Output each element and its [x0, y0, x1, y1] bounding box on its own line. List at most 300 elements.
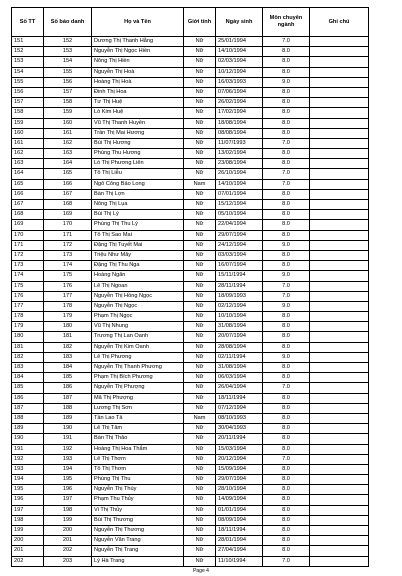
row-major-grade: 8.0 — [263, 413, 310, 423]
row-date-of-birth: 24/12/1994 — [216, 240, 263, 250]
row-gender: Nữ — [184, 261, 216, 271]
row-exam-number: 171 — [44, 230, 92, 240]
row-gender: Nữ — [184, 77, 216, 87]
table-row — [12, 464, 369, 474]
row-gender: Nữ — [184, 220, 216, 230]
row-stt: 154 — [12, 67, 44, 77]
row-stt: 179 — [12, 322, 44, 332]
row-note — [310, 200, 369, 210]
row-major-grade: 8.0 — [263, 485, 310, 495]
row-stt: 178 — [12, 312, 44, 322]
table-row — [12, 403, 369, 413]
row-full-name: Hoàng Ngân — [92, 271, 184, 281]
row-major-grade: 7.0 — [263, 37, 310, 47]
row-note — [310, 515, 369, 525]
row-full-name: Bàn Thị Thảo — [92, 434, 184, 444]
table-row — [12, 322, 369, 332]
row-full-name: Nguyễn Thị Hồng Ngọc — [92, 291, 184, 301]
row-full-name: Bùi Thị Lý — [92, 210, 184, 220]
table-row — [12, 536, 369, 546]
row-stt: 187 — [12, 403, 44, 413]
row-date-of-birth: 28/08/1994 — [216, 342, 263, 352]
row-stt: 191 — [12, 444, 44, 454]
table-row — [12, 250, 369, 260]
row-full-name: Trương Thị Lan Oanh — [92, 332, 184, 342]
table-row — [12, 291, 369, 301]
row-date-of-birth: 20/07/1994 — [216, 332, 263, 342]
row-note — [310, 556, 369, 566]
row-full-name: Lương Thị Sơn — [92, 403, 184, 413]
table-row — [12, 444, 369, 454]
row-exam-number: 192 — [44, 444, 92, 454]
row-gender: Nữ — [184, 271, 216, 281]
row-gender: Nam — [184, 179, 216, 189]
header-gender: Giới tính — [184, 8, 216, 37]
row-date-of-birth: 02/12/1994 — [216, 301, 263, 311]
row-note — [310, 169, 369, 179]
row-gender: Nữ — [184, 505, 216, 515]
row-gender: Nữ — [184, 169, 216, 179]
row-major-grade: 8.0 — [263, 332, 310, 342]
row-stt: 164 — [12, 169, 44, 179]
row-date-of-birth: 26/04/1994 — [216, 383, 263, 393]
row-exam-number: 167 — [44, 189, 92, 199]
row-gender: Nữ — [184, 128, 216, 138]
row-exam-number: 153 — [44, 47, 92, 57]
row-date-of-birth: 13/02/1994 — [216, 149, 263, 159]
row-gender: Nữ — [184, 57, 216, 67]
row-date-of-birth: 17/02/1994 — [216, 108, 263, 118]
table-row — [12, 98, 369, 108]
row-date-of-birth: 29/07/1994 — [216, 475, 263, 485]
row-full-name: Lê Thị Tâm — [92, 424, 184, 434]
row-gender: Nữ — [184, 464, 216, 474]
row-note — [310, 536, 369, 546]
row-full-name: Bàn Thị Lợn — [92, 189, 184, 199]
row-exam-number: 173 — [44, 250, 92, 260]
row-stt: 189 — [12, 424, 44, 434]
table-row — [12, 138, 369, 148]
row-major-grade: 8.0 — [263, 108, 310, 118]
row-major-grade: 9.0 — [263, 352, 310, 362]
row-major-grade: 8.0 — [263, 393, 310, 403]
row-gender: Nữ — [184, 250, 216, 260]
row-note — [310, 240, 369, 250]
row-gender: Nữ — [184, 495, 216, 505]
row-note — [310, 413, 369, 423]
table-row — [12, 149, 369, 159]
row-exam-number: 156 — [44, 77, 92, 87]
row-date-of-birth: 15/11/1994 — [216, 271, 263, 281]
header-note: Ghi chú — [310, 8, 369, 37]
row-major-grade: 8.0 — [263, 149, 310, 159]
row-major-grade: 9.0 — [263, 77, 310, 87]
row-stt: 172 — [12, 250, 44, 260]
row-major-grade: 7.0 — [263, 383, 310, 393]
table-row — [12, 200, 369, 210]
row-gender: Nữ — [184, 352, 216, 362]
table-row — [12, 189, 369, 199]
row-note — [310, 322, 369, 332]
row-note — [310, 454, 369, 464]
row-gender: Nữ — [184, 281, 216, 291]
row-date-of-birth: 16/03/1993 — [216, 77, 263, 87]
row-note — [310, 47, 369, 57]
row-full-name: Hoàng Thị Hoa Thắm — [92, 444, 184, 454]
row-date-of-birth: 29/07/1994 — [216, 230, 263, 240]
row-full-name: Mã Thị Phượng — [92, 393, 184, 403]
page-number: Page 4 — [193, 568, 209, 574]
row-major-grade: 8.0 — [263, 200, 310, 210]
row-stt: 192 — [12, 454, 44, 464]
row-exam-number: 161 — [44, 128, 92, 138]
table-row — [12, 363, 369, 373]
row-gender: Nữ — [184, 87, 216, 97]
row-note — [310, 291, 369, 301]
row-note — [310, 128, 369, 138]
row-major-grade: 7.0 — [263, 169, 310, 179]
row-full-name: Phạm Thị Ngọc — [92, 312, 184, 322]
table-row — [12, 515, 369, 525]
row-full-name: Lê Thị Phương — [92, 352, 184, 362]
table-row — [12, 454, 369, 464]
row-note — [310, 424, 369, 434]
row-full-name: Dương Thị Thanh Hằng — [92, 37, 184, 47]
row-note — [310, 118, 369, 128]
row-exam-number: 202 — [44, 546, 92, 556]
row-stt: 183 — [12, 363, 44, 373]
row-date-of-birth: 15/12/1994 — [216, 200, 263, 210]
row-stt: 184 — [12, 373, 44, 383]
row-full-name: Nguyễn Thị Ngọc — [92, 301, 184, 311]
row-exam-number: 169 — [44, 210, 92, 220]
row-stt: 197 — [12, 505, 44, 515]
row-gender: Nữ — [184, 189, 216, 199]
table-row — [12, 393, 369, 403]
row-gender: Nữ — [184, 37, 216, 47]
row-exam-number: 154 — [44, 57, 92, 67]
table-row — [12, 424, 369, 434]
row-full-name: Phạm Thị Bích Phương — [92, 373, 184, 383]
row-major-grade: 8.0 — [263, 67, 310, 77]
row-date-of-birth: 11/10/1994 — [216, 556, 263, 566]
row-note — [310, 210, 369, 220]
row-date-of-birth: 31/08/1994 — [216, 363, 263, 373]
row-major-grade: 7.0 — [263, 454, 310, 464]
row-gender: Nữ — [184, 556, 216, 566]
row-note — [310, 352, 369, 362]
row-note — [310, 250, 369, 260]
row-stt: 181 — [12, 342, 44, 352]
table-row — [12, 526, 369, 536]
row-date-of-birth: 20/11/1994 — [216, 434, 263, 444]
row-major-grade: 8.0 — [263, 515, 310, 525]
row-stt: 156 — [12, 87, 44, 97]
row-exam-number: 191 — [44, 434, 92, 444]
row-stt: 160 — [12, 128, 44, 138]
row-exam-number: 198 — [44, 505, 92, 515]
row-date-of-birth: 28/01/1994 — [216, 536, 263, 546]
row-major-grade: 8.0 — [263, 118, 310, 128]
row-note — [310, 383, 369, 393]
row-major-grade: 7.0 — [263, 556, 310, 566]
row-note — [310, 220, 369, 230]
row-exam-number: 184 — [44, 363, 92, 373]
row-date-of-birth: 07/01/1994 — [216, 189, 263, 199]
row-date-of-birth: 11/07/1993 — [216, 138, 263, 148]
table-row — [12, 159, 369, 169]
row-major-grade: 8.0 — [263, 536, 310, 546]
table-row — [12, 301, 369, 311]
row-exam-number: 177 — [44, 291, 92, 301]
row-major-grade: 8.0 — [263, 495, 310, 505]
table-row — [12, 240, 369, 250]
row-stt: 198 — [12, 515, 44, 525]
row-full-name: Nguyễn Thị Ngọc Hiền — [92, 47, 184, 57]
row-full-name: Nguyễn Thị Trang — [92, 546, 184, 556]
table-row — [12, 57, 369, 67]
table-row — [12, 485, 369, 495]
table-row — [12, 210, 369, 220]
row-gender: Nữ — [184, 383, 216, 393]
row-full-name: Hoàng Thị Hoà — [92, 77, 184, 87]
row-full-name: Phùng Thu Hương — [92, 149, 184, 159]
row-gender: Nữ — [184, 301, 216, 311]
row-major-grade: 8.0 — [263, 546, 310, 556]
row-note — [310, 261, 369, 271]
row-stt: 185 — [12, 383, 44, 393]
row-stt: 177 — [12, 301, 44, 311]
row-date-of-birth: 28/10/1994 — [216, 485, 263, 495]
row-gender: Nữ — [184, 475, 216, 485]
row-date-of-birth: 25/01/1994 — [216, 37, 263, 47]
table-row — [12, 505, 369, 515]
row-exam-number: 166 — [44, 179, 92, 189]
row-full-name: Lò Kim Huệ — [92, 108, 184, 118]
row-note — [310, 312, 369, 322]
table-row — [12, 413, 369, 423]
row-date-of-birth: 10/12/1994 — [216, 67, 263, 77]
row-note — [310, 189, 369, 199]
row-note — [310, 342, 369, 352]
row-major-grade: 8.0 — [263, 342, 310, 352]
table-row — [12, 475, 369, 485]
row-gender: Nữ — [184, 200, 216, 210]
row-gender: Nữ — [184, 393, 216, 403]
row-gender: Nữ — [184, 138, 216, 148]
row-major-grade: 8.0 — [263, 57, 310, 67]
row-exam-number: 190 — [44, 424, 92, 434]
row-note — [310, 505, 369, 515]
row-date-of-birth: 27/04/1994 — [216, 546, 263, 556]
row-stt: 165 — [12, 179, 44, 189]
row-full-name: Nguyễn Thị Hoà — [92, 67, 184, 77]
row-major-grade: 8.0 — [263, 261, 310, 271]
row-stt: 176 — [12, 291, 44, 301]
row-major-grade: 8.0 — [263, 403, 310, 413]
row-gender: Nữ — [184, 240, 216, 250]
row-date-of-birth: 16/07/1994 — [216, 261, 263, 271]
row-stt: 152 — [12, 47, 44, 57]
row-note — [310, 373, 369, 383]
row-gender: Nữ — [184, 434, 216, 444]
row-stt: 171 — [12, 240, 44, 250]
row-full-name: Tư Thị Huệ — [92, 98, 184, 108]
row-gender: Nữ — [184, 546, 216, 556]
row-exam-number: 172 — [44, 240, 92, 250]
row-note — [310, 281, 369, 291]
row-date-of-birth: 03/03/1994 — [216, 250, 263, 260]
row-exam-number: 189 — [44, 413, 92, 423]
row-note — [310, 526, 369, 536]
row-note — [310, 332, 369, 342]
row-gender: Nữ — [184, 373, 216, 383]
row-exam-number: 178 — [44, 301, 92, 311]
student-list-table — [11, 7, 369, 567]
row-major-grade: 8.0 — [263, 424, 310, 434]
row-exam-number: 181 — [44, 332, 92, 342]
row-date-of-birth: 22/04/1994 — [216, 220, 263, 230]
row-gender: Nữ — [184, 403, 216, 413]
row-full-name: Nguyễn Thị Thúy — [92, 485, 184, 495]
row-note — [310, 475, 369, 485]
row-date-of-birth: 14/10/1994 — [216, 47, 263, 57]
row-full-name: Phạm Thu Thủy — [92, 495, 184, 505]
row-gender: Nữ — [184, 149, 216, 159]
row-note — [310, 57, 369, 67]
row-date-of-birth: 07/12/1994 — [216, 403, 263, 413]
row-stt: 188 — [12, 413, 44, 423]
table-body — [12, 37, 369, 567]
row-stt: 159 — [12, 118, 44, 128]
row-exam-number: 176 — [44, 281, 92, 291]
header-exam-number: Số báo danh — [44, 8, 92, 37]
table-row — [12, 37, 369, 47]
row-gender: Nữ — [184, 342, 216, 352]
row-exam-number: 186 — [44, 383, 92, 393]
row-exam-number: 197 — [44, 495, 92, 505]
row-note — [310, 464, 369, 474]
header-date-of-birth: Ngày sinh — [216, 8, 263, 37]
row-date-of-birth: 20/12/1994 — [216, 454, 263, 464]
row-exam-number: 155 — [44, 67, 92, 77]
row-note — [310, 230, 369, 240]
row-date-of-birth: 07/06/1994 — [216, 87, 263, 97]
row-stt: 168 — [12, 210, 44, 220]
row-full-name: Bùi Thị Hương — [92, 138, 184, 148]
row-exam-number: 196 — [44, 485, 92, 495]
row-date-of-birth: 30/04/1993 — [216, 424, 263, 434]
row-full-name: Đinh Thị Hoa — [92, 87, 184, 97]
row-note — [310, 546, 369, 556]
row-stt: 157 — [12, 98, 44, 108]
row-gender: Nữ — [184, 515, 216, 525]
table-row — [12, 352, 369, 362]
row-date-of-birth: 15/09/1994 — [216, 464, 263, 474]
row-date-of-birth: 18/08/1994 — [216, 118, 263, 128]
row-stt: 186 — [12, 393, 44, 403]
row-date-of-birth: 26/02/1994 — [216, 98, 263, 108]
row-exam-number: 152 — [44, 37, 92, 47]
row-full-name: Nguyễn Thị Kim Oanh — [92, 342, 184, 352]
row-date-of-birth: 10/10/1994 — [216, 312, 263, 322]
table-row — [12, 179, 369, 189]
table-row — [12, 230, 369, 240]
table-row — [12, 128, 369, 138]
row-major-grade: 7.0 — [263, 281, 310, 291]
row-exam-number: 170 — [44, 220, 92, 230]
table-row — [12, 169, 369, 179]
row-date-of-birth: 06/03/1994 — [216, 373, 263, 383]
row-full-name: Tô Thị Thơm — [92, 464, 184, 474]
row-major-grade: 8.0 — [263, 98, 310, 108]
row-date-of-birth: 18/09/1993 — [216, 291, 263, 301]
row-exam-number: 180 — [44, 322, 92, 332]
row-exam-number: 174 — [44, 261, 92, 271]
row-stt: 182 — [12, 352, 44, 362]
row-full-name: Nguyễn Thị Thanh Phương — [92, 363, 184, 373]
row-gender: Nữ — [184, 322, 216, 332]
row-full-name: Tô Thị Liễu — [92, 169, 184, 179]
row-full-name: Lý Hà Trang — [92, 556, 184, 566]
row-gender: Nữ — [184, 230, 216, 240]
row-date-of-birth: 08/10/1993 — [216, 413, 263, 423]
row-exam-number: 187 — [44, 393, 92, 403]
row-major-grade: 8.0 — [263, 312, 310, 322]
row-stt: 167 — [12, 200, 44, 210]
row-note — [310, 149, 369, 159]
row-major-grade: 8.0 — [263, 505, 310, 515]
row-note — [310, 485, 369, 495]
row-note — [310, 495, 369, 505]
row-gender: Nữ — [184, 454, 216, 464]
row-stt: 153 — [12, 57, 44, 67]
row-note — [310, 159, 369, 169]
row-stt: 169 — [12, 220, 44, 230]
row-exam-number: 157 — [44, 87, 92, 97]
row-major-grade: 8.0 — [263, 464, 310, 474]
row-gender: Nữ — [184, 291, 216, 301]
row-full-name: Phùng Thị Thu Lý — [92, 220, 184, 230]
row-major-grade: 8.0 — [263, 363, 310, 373]
row-note — [310, 87, 369, 97]
header-major-grade: Môn chuyên ngành — [263, 8, 310, 37]
row-date-of-birth: 15/03/1994 — [216, 444, 263, 454]
table-header-row — [12, 8, 369, 37]
row-gender: Nữ — [184, 444, 216, 454]
row-note — [310, 108, 369, 118]
row-full-name: Vũ Thị Thanh Huyền — [92, 118, 184, 128]
header-stt: Số TT — [12, 8, 44, 37]
row-exam-number: 163 — [44, 149, 92, 159]
row-full-name: Đặng Thị Tuyết Mai — [92, 240, 184, 250]
row-full-name: Triệu Như Mây — [92, 250, 184, 260]
row-stt: 162 — [12, 149, 44, 159]
row-stt: 190 — [12, 434, 44, 444]
row-exam-number: 195 — [44, 475, 92, 485]
row-note — [310, 37, 369, 47]
row-full-name: Phùng Thị Thu — [92, 475, 184, 485]
row-date-of-birth: 14/09/1994 — [216, 495, 263, 505]
table-row — [12, 281, 369, 291]
row-major-grade: 9.0 — [263, 240, 310, 250]
row-full-name: Vi Thị Thủy — [92, 505, 184, 515]
row-exam-number: 158 — [44, 98, 92, 108]
row-stt: 158 — [12, 108, 44, 118]
row-major-grade: 7.0 — [263, 291, 310, 301]
row-full-name: Trần Thị Mai Hương — [92, 128, 184, 138]
row-major-grade: 8.0 — [263, 434, 310, 444]
